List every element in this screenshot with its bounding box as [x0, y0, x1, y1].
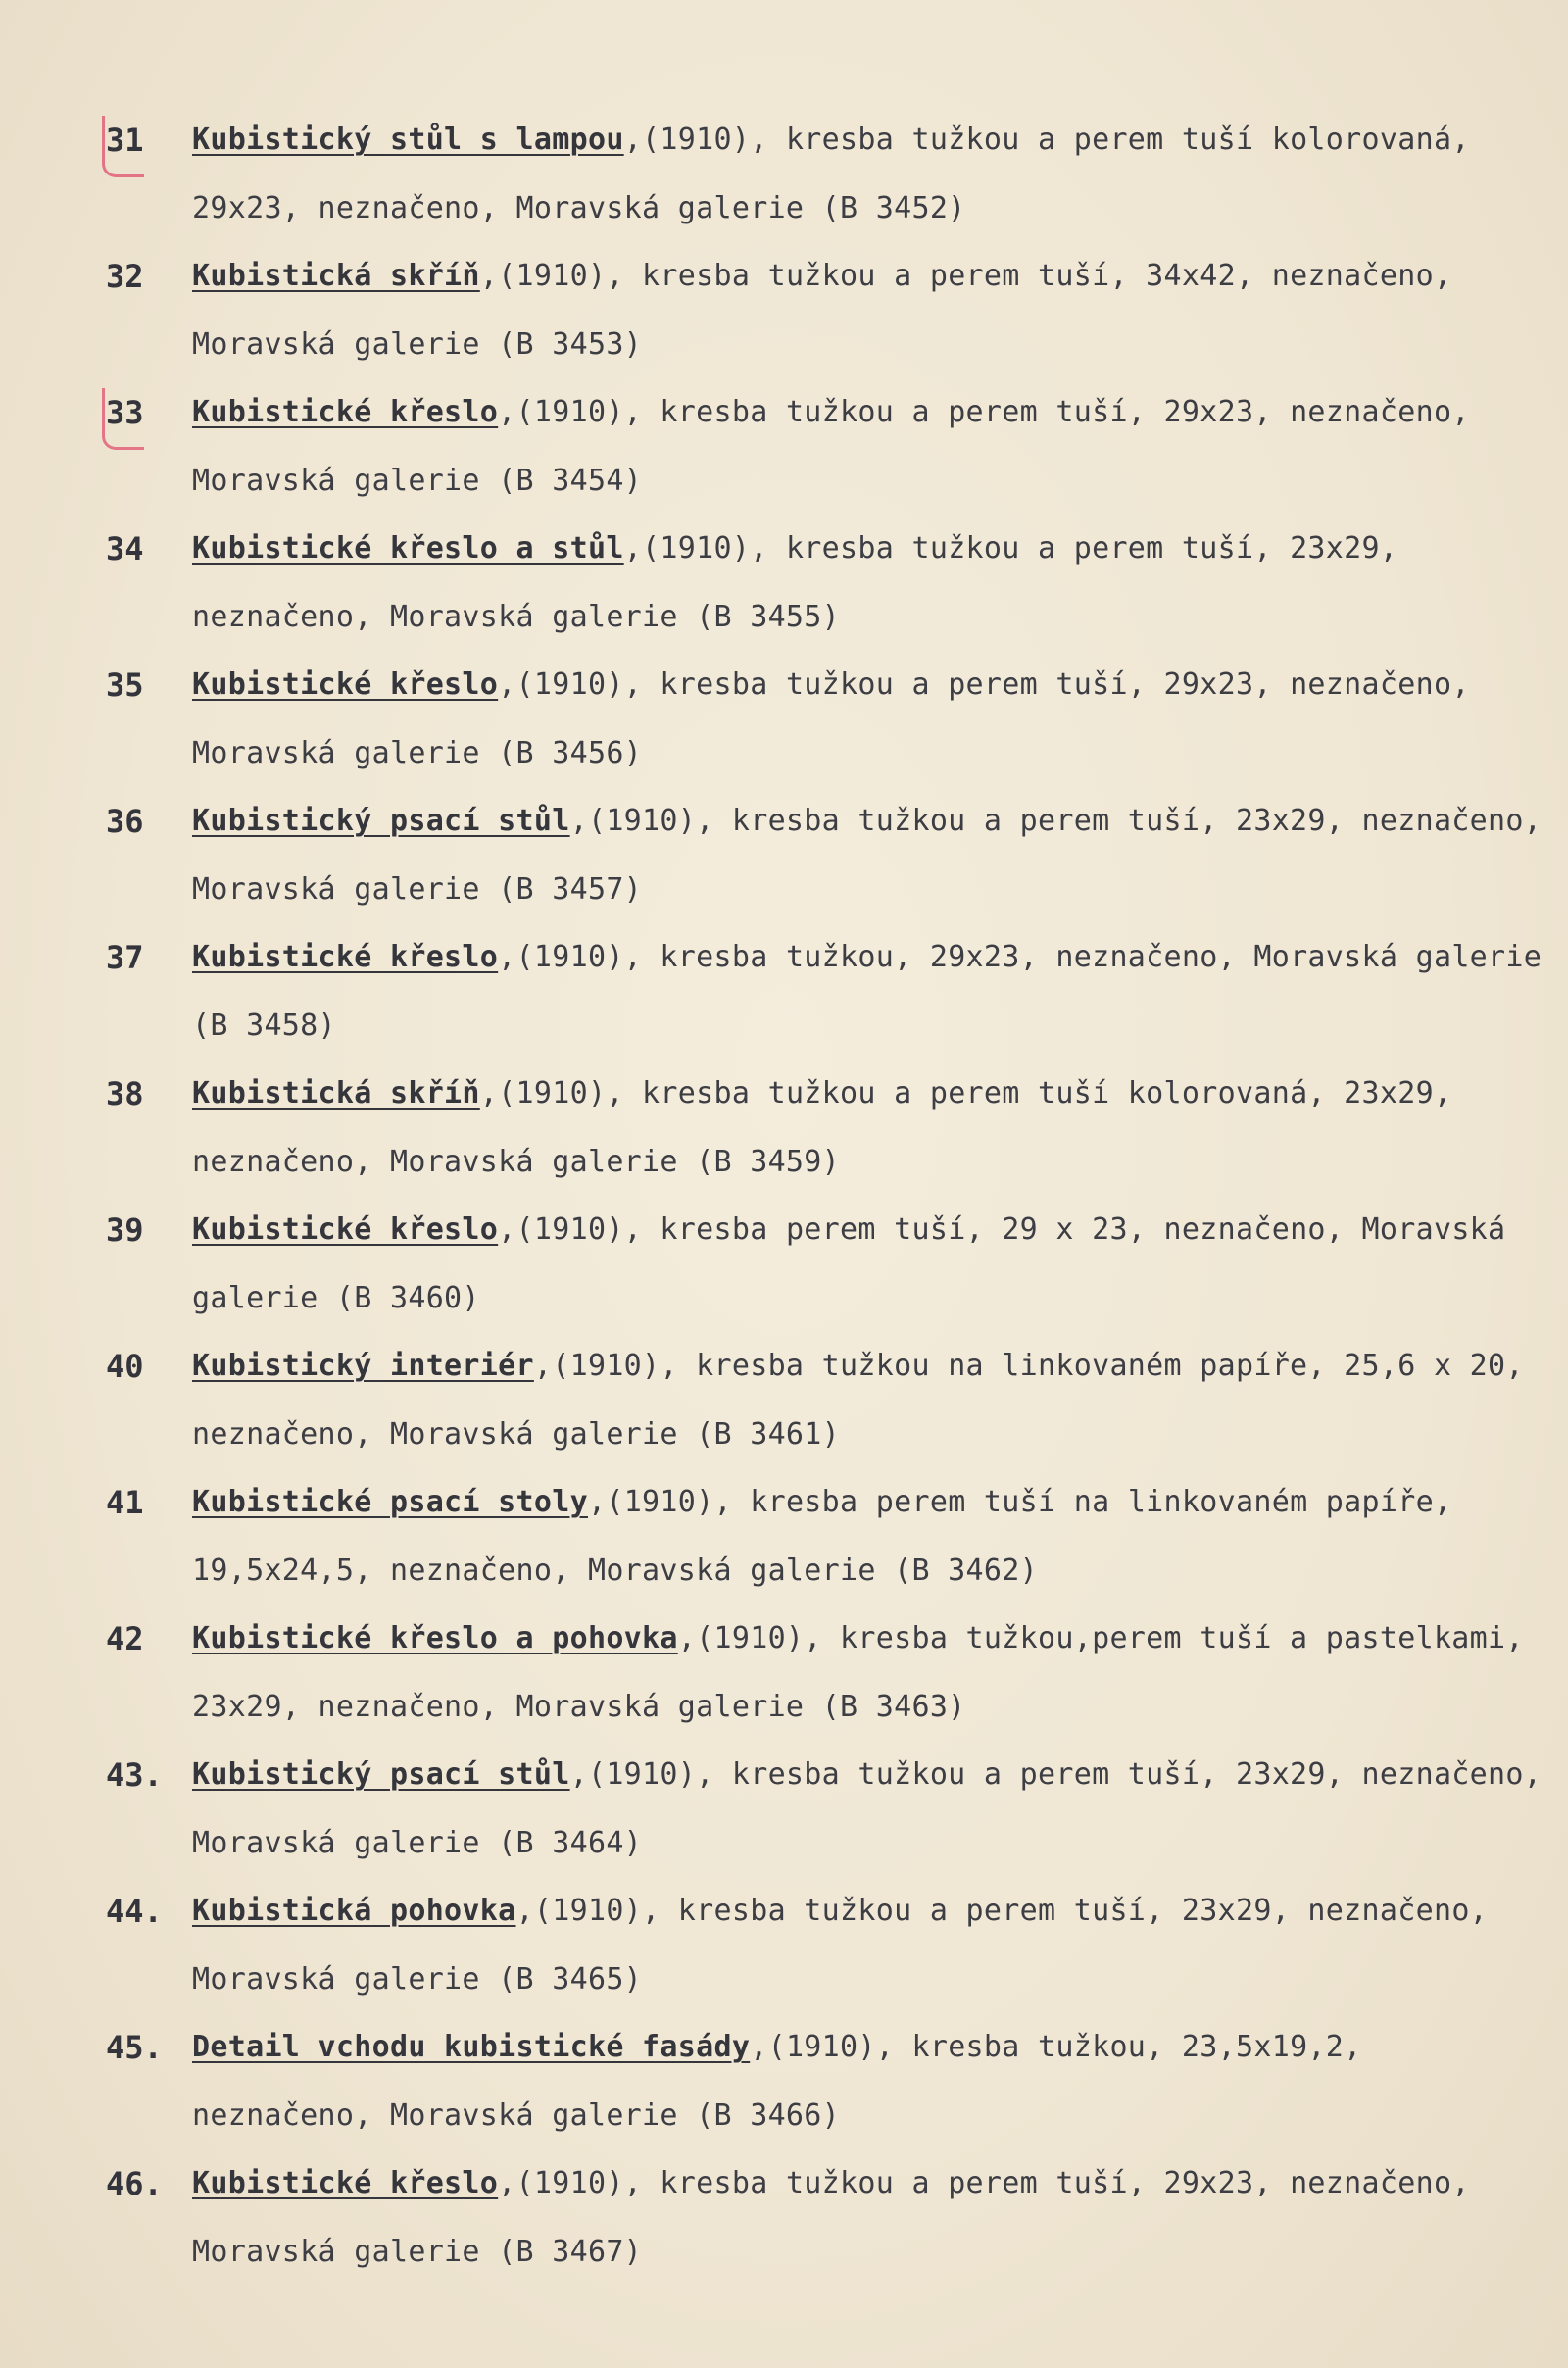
- artwork-title: Kubistické křeslo: [192, 667, 499, 702]
- catalogue-entry: [106, 651, 1546, 787]
- catalogue-entry: [106, 923, 1546, 1060]
- entry-number: 45.: [106, 2029, 163, 2066]
- entry-body: [192, 242, 1546, 379]
- artwork-details: ,(1910), kresba tužkou a perem tuší, 34x42, neznačeno, Moravská galerie (B 3453): [192, 259, 1452, 362]
- artwork-details: ,(1910), kresba tužkou a perem tuší kolorovaná, 29x23, neznačeno, Moravská galerie (B 3452): [192, 123, 1470, 225]
- entry-body: [192, 1468, 1546, 1605]
- entry-body: [192, 1332, 1546, 1469]
- catalogue-entry: [106, 2013, 1546, 2149]
- entry-body: [192, 787, 1546, 924]
- entry-number: 42: [106, 1620, 144, 1657]
- catalogue-entry: [106, 378, 1546, 515]
- entry-body: [192, 106, 1546, 243]
- artwork-details: ,(1910), kresba tužkou, 29x23, neznačeno, Moravská galerie (B 3458): [192, 940, 1543, 1043]
- artwork-title: Kubistický stůl s lampou: [192, 123, 624, 157]
- entry-number: 32: [106, 258, 144, 295]
- artwork-details: ,(1910), kresba tužkou a perem tuší, 29x23, neznačeno, Moravská galerie (B 3456): [192, 667, 1470, 770]
- entry-number: 43.: [106, 1756, 163, 1794]
- artwork-title: Kubistické křeslo: [192, 2166, 499, 2200]
- entry-number: 35: [106, 666, 144, 704]
- entry-body: [192, 1060, 1546, 1197]
- artwork-details: ,(1910), kresba tužkou a perem tuší, 23x29, neznačeno, Moravská galerie (B 3464): [192, 1757, 1543, 1860]
- artwork-details: ,(1910), kresba tužkou, 23,5x19,2, neznačeno, Moravská galerie (B 3466): [192, 2030, 1362, 2133]
- entry-body: [192, 2013, 1546, 2150]
- catalogue-entry: [106, 1332, 1546, 1468]
- entry-body: [192, 515, 1546, 652]
- catalogue-entry: [106, 515, 1546, 651]
- entry-body: [192, 1604, 1546, 1742]
- artwork-title: Kubistické křeslo: [192, 940, 499, 974]
- catalogue-entry: [106, 787, 1546, 923]
- entry-number: 31: [106, 122, 144, 159]
- catalogue-entry: [106, 1741, 1546, 1877]
- entry-body: [192, 1741, 1546, 1878]
- artwork-details: ,(1910), kresba perem tuší na linkovaném papíře, 19,5x24,5, neznačeno, Moravská galerie (B 3462): [192, 1485, 1452, 1588]
- artwork-details: ,(1910), kresba tužkou a perem tuší, 29x23, neznačeno, Moravská galerie (B 3467): [192, 2166, 1470, 2269]
- entry-number: 36: [106, 803, 144, 840]
- entry-body: [192, 2149, 1546, 2287]
- catalogue-entry: [106, 1877, 1546, 2013]
- catalogue-entry: [106, 1060, 1546, 1196]
- entry-body: [192, 378, 1546, 516]
- entry-body: [192, 1196, 1546, 1333]
- artwork-title: Kubistická skříň: [192, 259, 480, 293]
- artwork-title: Detail vchodu kubistické fasády: [192, 2030, 751, 2064]
- entry-number: 39: [106, 1211, 144, 1249]
- catalogue-entry: [106, 2149, 1546, 2286]
- artwork-details: ,(1910), kresba tužkou a perem tuší, 23x29, neznačeno, Moravská galerie (B 3457): [192, 804, 1543, 907]
- catalogue-entry: [106, 106, 1546, 242]
- artwork-details: ,(1910), kresba tužkou,perem tuší a pastelkami, 23x29, neznačeno, Moravská galerie (B 3463): [192, 1621, 1524, 1724]
- catalogue-entry: [106, 242, 1546, 378]
- artwork-details: ,(1910), kresba perem tuší, 29 x 23, neznačeno, Moravská galerie (B 3460): [192, 1212, 1506, 1315]
- artwork-details: ,(1910), kresba tužkou a perem tuší, 29x23, neznačeno, Moravská galerie (B 3454): [192, 395, 1470, 498]
- catalogue-entry: [106, 1196, 1546, 1332]
- artwork-title: Kubistické psací stoly: [192, 1485, 588, 1519]
- entry-number: 38: [106, 1075, 144, 1112]
- entry-number: 46.: [106, 2165, 163, 2202]
- entry-number: 40: [106, 1348, 144, 1385]
- artwork-details: ,(1910), kresba tužkou na linkovaném papíře, 25,6 x 20, neznačeno, Moravská galerie (B 3461): [192, 1349, 1524, 1452]
- artwork-title: Kubistické křeslo: [192, 395, 499, 429]
- catalogue-entry: [106, 1468, 1546, 1604]
- catalogue-entries: [106, 106, 1546, 2286]
- artwork-title: Kubistická skříň: [192, 1076, 480, 1110]
- entry-body: [192, 923, 1546, 1061]
- artwork-details: ,(1910), kresba tužkou a perem tuší, 23x29, neznačeno, Moravská galerie (B 3465): [192, 1894, 1489, 1997]
- entry-number: 44.: [106, 1893, 163, 1930]
- entry-body: [192, 651, 1546, 788]
- entry-number: 41: [106, 1484, 144, 1521]
- artwork-details: ,(1910), kresba tužkou a perem tuší kolorovaná, 23x29, neznačeno, Moravská galerie (B 3459): [192, 1076, 1452, 1179]
- artwork-title: Kubistický interiér: [192, 1349, 534, 1383]
- entry-number: 33: [106, 394, 144, 431]
- artwork-title: Kubistický psací stůl: [192, 1757, 570, 1792]
- artwork-title: Kubistické křeslo: [192, 1212, 499, 1247]
- artwork-title: Kubistické křeslo a stůl: [192, 531, 624, 566]
- entry-number: 34: [106, 530, 144, 567]
- catalogue-entry: [106, 1604, 1546, 1741]
- artwork-details: ,(1910), kresba tužkou a perem tuší, 23x29, neznačeno, Moravská galerie (B 3455): [192, 531, 1398, 634]
- artwork-title: Kubistické křeslo a pohovka: [192, 1621, 678, 1655]
- entry-body: [192, 1877, 1546, 2014]
- artwork-title: Kubistický psací stůl: [192, 804, 570, 838]
- artwork-title: Kubistická pohovka: [192, 1894, 516, 1928]
- entry-number: 37: [106, 939, 144, 976]
